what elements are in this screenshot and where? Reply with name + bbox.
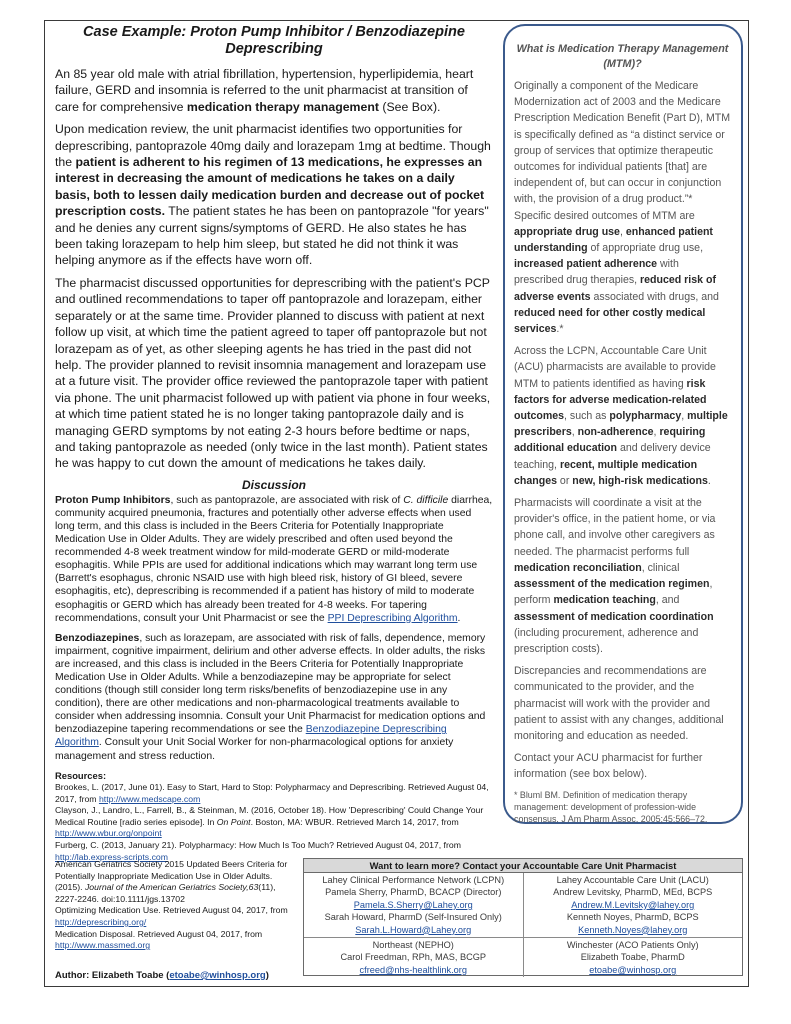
mtm-paragraph-5: Contact your ACU pharmacist for further information (see box below).: [514, 752, 703, 781]
email-link-levitsky[interactable]: Andrew.M.Levitsky@lahey.org: [571, 899, 695, 910]
resources-heading: Resources:: [55, 770, 107, 781]
resources-continued: [55, 859, 299, 952]
contact-cell-nepho: Northeast (NEPHO) Carol Freedman, RPh, MAS, BCGP cfreed@nhs-healthlink.org: [340, 940, 486, 975]
mtm-paragraph-1: Originally a component of the Medicare Modernization act of 2003 and the Medicare Prescription Medication Benefit (Part D), MTM is specifically defined as “a distinct service or group of services that optimize therapeutic outcomes for individual patients [that] are independent of, but can occur in conjunction with, the provision of a drug product.”* Specific desired outcomes of MTM are appropriate drug use, enhanced patient understanding of appropriate drug use, increased patient adherence with prescribed drug therapies, reduced risk of adverse events associated with drugs, and reduced need for other costly medical services.*: [514, 80, 731, 336]
author-line: Author: Elizabeth Toabe (etoabe@winhosp.org): [55, 970, 269, 981]
contact-cell-lcpn: Lahey Clinical Performance Network (LCPN) Pamela Sherry, PharmD, BCACP (Director) Pamela.S.Sherry@Lahey.org Sarah Howard, PharmD (Self-Insured Only) Sarah.L.Howard@Lahey.org: [322, 875, 505, 935]
ppi-algorithm-link[interactable]: PPI Deprescribing Algorithm: [327, 612, 458, 624]
express-scripts-link[interactable]: http://lab.express-scripts.com: [55, 851, 168, 862]
medscape-link[interactable]: http://www.medscape.com: [98, 793, 201, 804]
reference-5: Optimizing Medication Use. Retrieved August 04, 2017, from http://deprescribing.org/: [55, 905, 288, 927]
contact-row-2: [304, 938, 742, 977]
reference-2: Clayson, J., Landro, L., Farrell, B., & Steinman, M. (2016, October 18). How 'Deprescribing' Could Change Your Medical Routine [radio series episode]. In On Point. Boston, MA: WBUR. Retrieved March 14, 2017, from http://www.wbur.org/onpoint: [55, 805, 484, 839]
contact-cell-winchester: Winchester (ACO Patients Only) Elizabeth Toabe, PharmD etoabe@winhosp.org: [523, 938, 743, 977]
case-paragraph-1: An 85 year old male with atrial fibrillation, hypertension, hyperlipidemia, heart failure, GERD and insomnia is referred to the unit pharmacist at transition of care for comprehensive medication therapy management (See Box).: [55, 67, 474, 114]
main-column: [55, 24, 493, 770]
contact-cell-lacu: Lahey Accountable Care Unit (LACU) Andrew Levitsky, PharmD, MEd, BCPS Andrew.M.Levitsky@lahey.org Kenneth Noyes, PharmD, BCPS Kenneth.Noyes@lahey.org: [523, 873, 743, 937]
email-link-toabe[interactable]: etoabe@winhosp.org: [589, 964, 677, 975]
reference-3: Furberg, C. (2013, January 21). Polypharmacy: How Much Is Too Much? Retrieved August 04, 2017, from http://lab.express-scripts.com: [55, 839, 461, 862]
author-email-link[interactable]: etoabe@winhosp.org: [169, 970, 266, 981]
benzodiazepine-paragraph: Benzodiazepines, such as lorazepam, are associated with risk of falls, dependence, memory impairment, cognitive impairment, delirium and other adverse effects. In older adults, the risks are increased, and this class is included in the Beers Criteria for Potentially Inappropriate Medication Use in Older Adults. While a benzodiazepine may be appropriate for select conditions (though still consider long term risks/benefits of benzodiazepine use in any condition), there are other medications and non-pharmacological treatments available to consider when addressing insomnia. Consult your Unit Pharmacist for medication options and benzodiazepine tapering recommendations or see the Benzodiazepine Deprescribing Algorithm. Consult your Unit Social Worker for non-pharmacological options for anxiety management and stress reduction.: [55, 632, 486, 762]
reference-4: American Geriatrics Society 2015 Updated Beers Criteria for Potentially Inappropriate Medication Use in Older Adults. (2015). Journal of the American Geriatrics Society,63(11), 2227-2246. doi:10.1111/jgs.13702: [55, 859, 288, 904]
case-title: Case Example: Proton Pump Inhibitor / Benzodiazepine Deprescribing: [83, 24, 465, 57]
email-link-howard[interactable]: Sarah.L.Howard@Lahey.org: [355, 924, 472, 935]
email-link-noyes[interactable]: Kenneth.Noyes@lahey.org: [578, 924, 688, 935]
wbur-link[interactable]: http://www.wbur.org/onpoint: [55, 828, 162, 839]
benzodiazepine-algorithm-link[interactable]: Benzodiazepine Deprescribing Algorithm: [55, 724, 447, 749]
case-paragraph-2: Upon medication review, the unit pharmacist identifies two opportunities for deprescribing, pantoprazole 40mg daily and lorazepam 1mg at bedtime. Though the patient is adherent to his regimen of 13 medications, he expresses an interest in decreasing the amount of medications he takes on a daily basis, both to lessen daily medication burden and decrease out of pocket prescription costs. The patient states he has been on pantoprazole "for years" and he denies any current signs/symptoms of GERD. He also states he has been taking lorazepam to help him sleep, but stated he did not think it was helping anymore as if the effects have worn off.: [55, 122, 491, 268]
mtm-footnote: * Bluml BM. Definition of medication therapy management: development of profession-wide consensus. J Am Pharm Assoc. 2005;45:566–72.: [514, 789, 708, 824]
contact-header: Want to learn more? Contact your Accountable Care Unit Pharmacist: [304, 859, 742, 873]
email-link-freedman[interactable]: cfreed@nhs-healthlink.org: [359, 964, 467, 975]
deprescribing-link[interactable]: http://deprescribing.org/: [55, 916, 147, 927]
case-paragraph-3: The pharmacist discussed opportunities for deprescribing with the patient's PCP and outlined recommendations to taper off pantoprazole and lorazepam, either separately or at the same time. Provider planned to discuss with patient at next follow up visit, at which time the patient agreed to taper off pantoprazole but not lorazepam as of yet, as other sleeping agents he has tried in the past did not help. The provider planned to revisit insomnia management and lorazepam use at a future visit. The provider office reviewed the pantoprazole taper with patient via phone. The unit pharmacist followed up with patient via phone in four weeks, at which time patient stated he is no longer taking pantoprazole daily and is managing GERD symptoms by not eating 2-3 hours before bedtime or naps, and taking pantoprazole as needed (only twice in the last month). Patient states he was happy to cut down the amount of medications he takes daily.: [55, 275, 491, 471]
reference-1: Brookes, L. (2017, June 01). Easy to Start, Hard to Stop: Polypharmacy and Deprescribing. Retrieved August 04, 2017, from http://www.medscape.com: [55, 782, 489, 804]
mtm-paragraph-3: Pharmacists will coordinate a visit at the provider's office, in the patient home, or via phone call, and involve other caregivers as needed. The pharmacist performs full medication reconciliation, clinical assessment of the medication regimen, perform medication teaching, and assessment of medication coordination (including procurement, adherence and prescription costs).: [514, 497, 716, 655]
ppi-paragraph: Proton Pump Inhibitors, such as pantoprazole, are associated with risk of C. difficile diarrhea, community acquired pneumonia, fractures and potentially other adverse effects when used long term, and this class is included in the Beers Criteria for Potentially Inappropriate Medication Use in Older Adults. They are widely prescribed and often used beyond the recommended 4-8 week treatment window for mild-moderate GERD or mild-moderate esophagitis. While PPIs are used for additional indications which may warrant long term use (Barrett's esophagus, chronic NSAID use with high bleed risk, history of GI bleed, severe esophagitis, etc), deprescribing is recommended if a patient has history of mild to moderate esophagitis or GERD which has already been treated for 4-8 weeks. For tapering recommendations, consult your Unit Pharmacist or see the PPI Deprescribing Algorithm.: [55, 494, 493, 624]
mtm-paragraph-2: Across the LCPN, Accountable Care Unit (ACU) pharmacists are available to provide MTM to patients identified as having risk factors for adverse medication-related outcomes, such as polypharmacy, multiple prescribers, non-adherence, requiring additional education and delivery device teaching, recent, multiple medication changes or new, high-risk medications.: [514, 345, 728, 487]
mtm-info-box: [503, 24, 743, 824]
mtm-paragraph-4: Discrepancies and recommendations are communicated to the provider, and the pharmacist will work with the provider and patient to assist with any changes, additional monitoring and education as needed.: [514, 665, 724, 742]
massmed-link[interactable]: http://www.massmed.org: [55, 940, 151, 951]
contact-table: [303, 858, 743, 976]
reference-6: Medication Disposal. Retrieved August 04, 2017, from http://www.massmed.org: [55, 928, 263, 951]
contact-row-1: [304, 873, 742, 938]
mtm-title: What is Medication Therapy Management (MTM)?: [516, 43, 729, 70]
discussion-heading: Discussion: [241, 477, 307, 492]
resources-section: [55, 770, 495, 863]
email-link-sherry[interactable]: Pamela.S.Sherry@Lahey.org: [353, 899, 473, 910]
